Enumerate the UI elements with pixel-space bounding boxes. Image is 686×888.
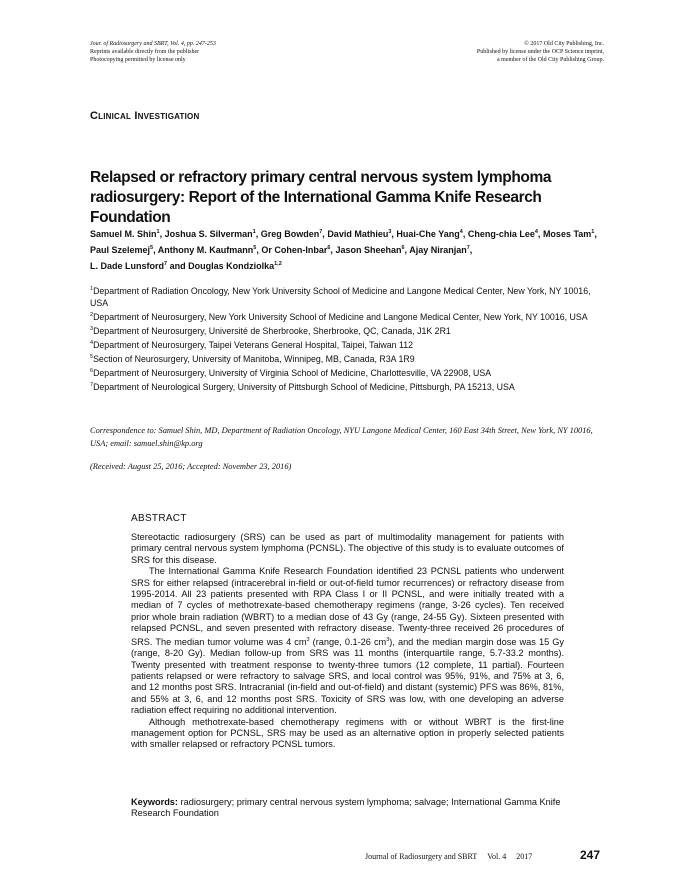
affiliation <box>90 283 610 309</box>
abstract-body <box>131 532 564 751</box>
footer-year: 2017 <box>516 852 533 861</box>
running-header-left <box>90 40 216 64</box>
author: David Mathieu <box>327 229 389 239</box>
affiliation-text: Department of Radiation Oncology, New York University School of Medicine and Langone Medical Center, New York, NY 10016, USA <box>90 285 591 308</box>
author: Moses Tam <box>542 229 592 239</box>
affiliation-text: Section of Neurosurgery, University of Manitoba, Winnipeg, MB, Canada, R3A 1R9 <box>93 353 415 364</box>
page-number: 247 <box>580 848 601 862</box>
author: Cheng-chia Lee <box>467 229 535 239</box>
affiliation <box>90 351 610 365</box>
superscript: 3 <box>306 636 310 643</box>
header-photocopy-line: Photocopying permitted by license only <box>90 57 186 63</box>
header-copyright-line: © 2017 Old City Publishing, Inc. <box>524 41 604 47</box>
abstract-paragraph: Stereotactic radiosurgery (SRS) can be used as part of multimodality management for patients with primary central nervous system lymphoma (PCNSL). The objective of this study is to evaluate outcomes of SRS for this disease. <box>131 532 564 565</box>
author-sup: 5 <box>150 245 154 251</box>
header-journal-line: Jour. of Radiosurgery and SBRT, Vol. 4, pp. 247-253 <box>90 41 216 47</box>
author-sup: 7 <box>164 261 168 267</box>
abstract-text: (range, 0.1-26 cm <box>309 636 387 647</box>
abstract-paragraph <box>131 566 564 716</box>
affiliation-text: Department of Neurosurgery, University of Virginia School of Medicine, Charlottesville, VA 22908, USA <box>93 367 492 378</box>
affiliation-sup: 1 <box>90 286 94 292</box>
author: Paul Szelemej <box>90 245 151 255</box>
author: Greg Bowden <box>260 229 320 239</box>
author-list: Samuel M. Shin$^1$, Joshua S. Silverman$^1$, Greg Bowden$^7$, David Mathieu$^3$, Huai-Che Yang$^4$, Cheng-chia Lee$^4$, Moses Tam$^1$, Paul Szelemej$^5$, Anthony M. Kaufmann$^5$, Or Cohen-Inbar$^6$, Jason Sheehan$^6$, Ajay Niranjan$^7$, L. Dade Lunsford$^7$ and Douglas Kondziolka$^{1,2}$ <box>90 229 597 271</box>
author: L. Dade Lunsford <box>90 261 164 271</box>
author: Ajay Niranjan <box>409 245 467 255</box>
affiliation <box>90 379 610 393</box>
page-footer <box>365 852 542 861</box>
author-sup: 1 <box>156 229 160 235</box>
header-license-line: Published by license under the OCP Science imprint, <box>476 49 604 55</box>
author-sup: 4 <box>459 229 463 235</box>
author-sup: 7 <box>466 245 470 251</box>
author-conjunction: and <box>169 261 186 271</box>
footer-journal: Journal of Radiosurgery and SBRT <box>365 852 478 861</box>
correspondence: Correspondence to: Samuel Shin, MD, Department of Radiation Oncology, NYU Langone Medical Center, 160 East 34th Street, New York, NY 10016, USA; email: samuel.shin@kp.org <box>90 426 593 448</box>
keywords-text: radiosurgery; primary central nervous system lymphoma; salvage; International Gamma Knife Research Foundation <box>131 797 561 819</box>
author-sup: 3 <box>388 229 392 235</box>
abstract-text: The International Gamma Knife Research Foundation identified 23 PCNSL patients who underwent SRS for either relapsed (intracerebral in-field or out-of-field tumor recurrences) or refractory disease from 1995-2014. All 23 patients presented with RPA Class I or II PCNSL, and were initially treated with a median of 7 cycles of methotrexate-based chemotherapy regimens (range, 3-26 cycles). Ten received prior whole brain radiation (WBRT) to a median dose of 43 Gy (range, 24-55 Gy). Sixteen presented with relapsed PCNSL, and seven presented with refractory disease. Twenty-three received 26 procedures of SRS. The median tumor volume was 4 cm <box>131 566 564 647</box>
header-member-line: a member of the Old City Publishing Group. <box>497 57 604 63</box>
running-header-right <box>477 40 604 64</box>
author-sup: 1 <box>252 229 256 235</box>
author: Or Cohen-Inbar <box>261 245 328 255</box>
affiliation-text: Department of Neurological Surgery, University of Pittsburgh School of Medicine, Pittsburgh, PA 15213, USA <box>93 381 515 392</box>
affiliation-sup: 2 <box>90 311 94 318</box>
author-sup: 7 <box>319 229 323 235</box>
affiliation-sup: 4 <box>90 339 94 346</box>
affiliation-text: Department of Neurosurgery, New York University School of Medicine and Langone Medical Center, New York, NY 10016, USA <box>93 311 588 322</box>
affiliation-sup: 6 <box>90 367 94 374</box>
affiliation-list <box>90 283 610 392</box>
author-sup: 4 <box>534 229 538 235</box>
section-label: Clinical Investigation <box>90 110 200 122</box>
author: Anthony M. Kaufmann <box>157 245 254 255</box>
author-sup: 6 <box>401 245 405 251</box>
header-reprints-line: Reprints available directly from the publisher <box>90 49 200 55</box>
keywords <box>131 797 564 820</box>
author-sup: 6 <box>327 245 331 251</box>
author: Joshua S. Silverman <box>164 229 253 239</box>
affiliation-sup: 7 <box>90 381 94 388</box>
affiliation-text: Department of Neurosurgery, Taipei Veterans General Hospital, Taipei, Taiwan 112 <box>93 339 414 350</box>
affiliation-sup: 3 <box>90 325 94 332</box>
paper-title: Relapsed or refractory primary central nervous system lymphoma radiosurgery: Report of the International Gamma Knife Research Foundation <box>90 169 552 226</box>
keywords-label: Keywords: <box>131 797 178 807</box>
affiliation <box>90 323 610 337</box>
affiliation <box>90 337 610 351</box>
received-dates: (Received: August 25, 2016; Accepted: November 23, 2016) <box>90 462 292 471</box>
author-sup: 1 <box>591 229 595 235</box>
author: Douglas Kondziolka <box>188 261 275 271</box>
abstract-paragraph: Although methotrexate-based chemotherapy regimens with or without WBRT is the first-line management option for PCNSL, SRS may be used as an alternative option in properly selected patients with smaller relapsed or refractory PCNSL tumors. <box>131 716 564 750</box>
author: Samuel M. Shin <box>90 229 157 239</box>
affiliation <box>90 365 610 379</box>
affiliation <box>90 309 610 323</box>
abstract-text: ), and the median margin dose was 15 Gy (range, 8-20 Gy). Median follow-up from SRS was 11 months (interquartile range, 5.7-33.2 months). Twenty presented with treatment response to twenty-three tumors (12 complete, 11 partial). Fourteen patients relapsed or were refractory to salvage SRS, and local control was 95%, 91%, and 75% at 3, 6, and 12 months post SRS. Intracranial (in-field and out-of-field) and distant (systemic) PFS was 86%, 81%, and 55% at 3, 6, and 12 months post SRS. Toxicity of SRS was low, with one developing an adverse radiation effect requiring no additional intervention. <box>131 636 564 716</box>
author: Huai-Che Yang <box>396 229 460 239</box>
abstract-heading: ABSTRACT <box>131 513 187 524</box>
affiliation-text: Department of Neurosurgery, Université de Sherbrooke, Sherbrooke, QC, Canada, J1K 2R1 <box>93 325 451 336</box>
author-sup: 5 <box>253 245 257 251</box>
affiliation-sup: 5 <box>90 353 94 360</box>
footer-volume: Vol. 4 <box>487 852 507 861</box>
author: Jason Sheehan <box>335 245 402 255</box>
superscript: 3 <box>386 636 390 643</box>
author-sup: 1,2 <box>274 261 282 267</box>
